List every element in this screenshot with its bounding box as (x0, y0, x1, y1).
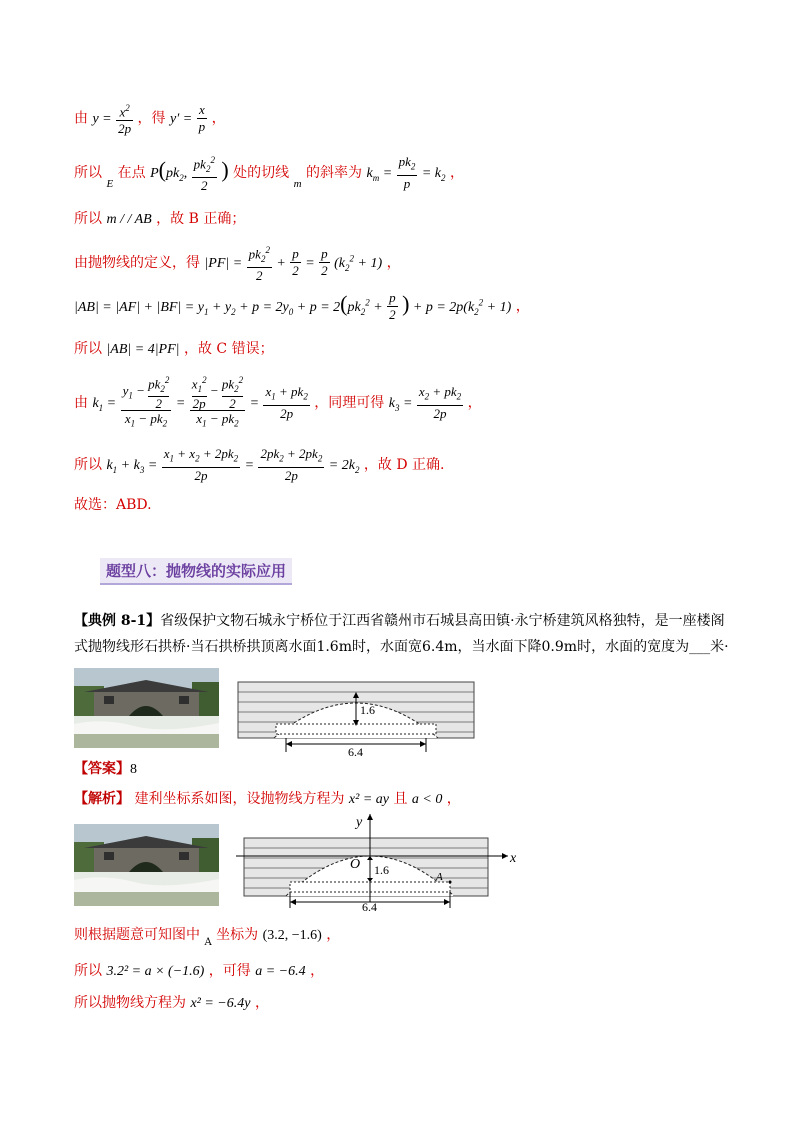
origin-label: O (350, 857, 361, 872)
analysis-line-1 (74, 924, 341, 948)
formula-k1k3: $k_1 + k_3$ = (106, 457, 158, 475)
axis-y-label: y (356, 815, 363, 830)
bridge-photo-2 (74, 824, 219, 906)
section-title: 题型八：抛物线的实际应用 (100, 558, 292, 585)
fraction-complex-2: $\frac{x_1^2}{2p}$ − $\frac{pk_2^2}{2}$ $x_1 - pk_2$ (191, 375, 244, 429)
text: 且 (393, 791, 408, 807)
symbol-E: E (106, 177, 114, 190)
label-height: 1.6 (360, 703, 375, 717)
eq: = (244, 457, 255, 473)
formula: a = −6.4 (255, 964, 306, 979)
text: ， (326, 927, 341, 943)
text: 在点 (117, 164, 146, 181)
symbol-m: m (293, 177, 302, 190)
formula-PF: |PF| = (204, 255, 243, 271)
eq: = (175, 395, 186, 411)
text: ， (467, 394, 482, 411)
formula-AB: $|AB| = |AF| + |BF| = y_1 + y_2 + p = 2y_0 + p = 2(pk_2^2$ + (74, 290, 383, 317)
formula-AB-rest: ) + $p = 2p(k_2^2 + 1)$ (402, 290, 512, 317)
label-width: 6.4 (348, 745, 363, 758)
text: 建利坐标系如图，设抛物线方程为 (134, 791, 345, 807)
symbol-A: A (204, 937, 212, 948)
point-P: $P(pk_2$, (150, 156, 188, 183)
example-paragraph (74, 608, 734, 660)
solution-line-4 (74, 242, 401, 284)
text: 坐标为 (216, 927, 259, 943)
text: ， (211, 110, 226, 127)
analysis-line (74, 788, 461, 808)
text: 所以 (74, 456, 102, 473)
fraction: $\frac{p}{2}$ (321, 246, 328, 279)
text: ， (515, 298, 530, 315)
text: 所以 (74, 963, 102, 979)
formula-eq-k2: = $k_2$ (421, 165, 446, 183)
axis-x-label: x (510, 851, 517, 866)
formula-parallel: m / / AB (106, 212, 152, 227)
formula-AB-4PF: |AB| = 4|PF| (106, 342, 180, 357)
text: 所以 (74, 341, 102, 357)
fraction-pk2-over-2: $\frac{pk_2^2}{2}$ (192, 152, 217, 194)
analysis-line-3 (74, 992, 269, 1012)
solution-line-3 (74, 208, 245, 228)
text: ， (310, 963, 325, 979)
example-tag: 【典例 8-1】 (74, 613, 161, 629)
fraction: $\frac{x_1 + pk_2}{2p}$ (265, 383, 308, 421)
text: 所以 (74, 164, 102, 181)
text: ， (449, 164, 464, 181)
paren-close: ) (221, 156, 229, 182)
analysis-tag: 【解析】 (74, 791, 130, 807)
label-width: 6.4 (362, 900, 377, 912)
bridge-photo-1 (74, 668, 219, 748)
label-height: 1.6 (374, 863, 389, 877)
fraction: $\frac{p}{2}$ (389, 290, 396, 322)
fraction: $\frac{p}{2}$ (292, 246, 299, 279)
text: ，可得 (208, 963, 251, 979)
text: ， (446, 791, 461, 807)
formula: x² = ay (348, 792, 389, 807)
bridge-diagram-1 (236, 680, 476, 762)
text: 由抛物线的定义，得 (74, 254, 200, 271)
solution-line-7 (74, 374, 482, 432)
text: ，故 C 错误； (183, 341, 274, 357)
text: 则根据题意可知图中 (74, 927, 200, 943)
eq: = (305, 255, 315, 271)
text: ，得 (137, 110, 166, 127)
analysis-line-2 (74, 960, 324, 980)
solution-line-1 (74, 100, 226, 137)
conclusion-text: 故选：ABD. (74, 497, 152, 513)
fraction: $\frac{2pk_2 + 2pk_2}{2p}$ (260, 446, 323, 483)
formula-y: y = (92, 111, 112, 127)
example-text-2: 式抛物线形石拱桥·当石拱桥拱顶离水面1.6m时，水面宽6.4m，当水面下降0.9m时，水面的宽度为___米· (74, 639, 729, 655)
text: ，故 B 正确； (156, 211, 246, 227)
fraction: $\frac{pk_2^2}{2}$ (247, 242, 272, 284)
formula-2k2: = $2k_2$ (328, 457, 360, 475)
solution-line-8 (74, 446, 444, 484)
fraction-complex-1: $y_1$ − $\frac{pk_2^2}{2}$ $x_1 - pk_2$ (122, 375, 170, 429)
text: ， (254, 995, 269, 1011)
answer-value: 8 (130, 762, 137, 777)
solution-line-2 (74, 152, 464, 194)
fraction-pk2-over-p: $\frac{pk_2}{p}$ (398, 154, 416, 191)
fraction: $\frac{x_1 + x_2 + 2pk_2}{2p}$ (163, 446, 239, 483)
answer-line (74, 756, 734, 783)
text: 所以 (74, 211, 102, 227)
text: 由 (74, 110, 88, 127)
coordinate: (3.2, −1.6) (262, 928, 322, 943)
formula-km: $k_m$ = (366, 165, 393, 183)
text: 由 (74, 394, 88, 411)
fraction-x-over-p: $\frac{x}{p}$ (198, 102, 206, 135)
fraction: $\frac{x_2 + pk_2}{2p}$ (418, 383, 462, 421)
solution-line-9 (74, 494, 152, 514)
example-text-1: 省级保护文物石城永宁桥位于江西省赣州市石城县高田镇·永宁桥建筑风格独特，是一座楼阁 (160, 613, 725, 629)
plus: + (276, 255, 286, 271)
fraction-x2-over-2p: $\frac{x^2}{2p}$ (116, 100, 133, 137)
formula-k1: $k_1$ = (92, 395, 117, 413)
formula-paren: $(k_2^2 + 1)$ (334, 253, 383, 273)
text: ，同理可得 (314, 394, 385, 411)
formula: 3.2² = a × (−1.6) (106, 964, 205, 979)
text: 所以抛物线方程为 (74, 995, 186, 1011)
point-A-label: A (436, 871, 443, 883)
formula-k3: $k_3$ = (388, 395, 413, 413)
bridge-diagram-2 (236, 812, 526, 916)
text: ， (386, 254, 401, 271)
formula: a < 0 (411, 792, 443, 807)
eq: = (249, 395, 260, 411)
solution-line-5 (74, 290, 530, 323)
formula: x² = −6.4y (190, 996, 251, 1011)
answer-tag: 【答案】 (74, 761, 130, 777)
text: 的斜率为 (306, 164, 363, 181)
formula-yprime: y′ = (169, 111, 193, 127)
text: ，故 D 正确. (363, 456, 445, 473)
solution-line-6 (74, 338, 274, 358)
text: 处的切线 (233, 164, 290, 181)
